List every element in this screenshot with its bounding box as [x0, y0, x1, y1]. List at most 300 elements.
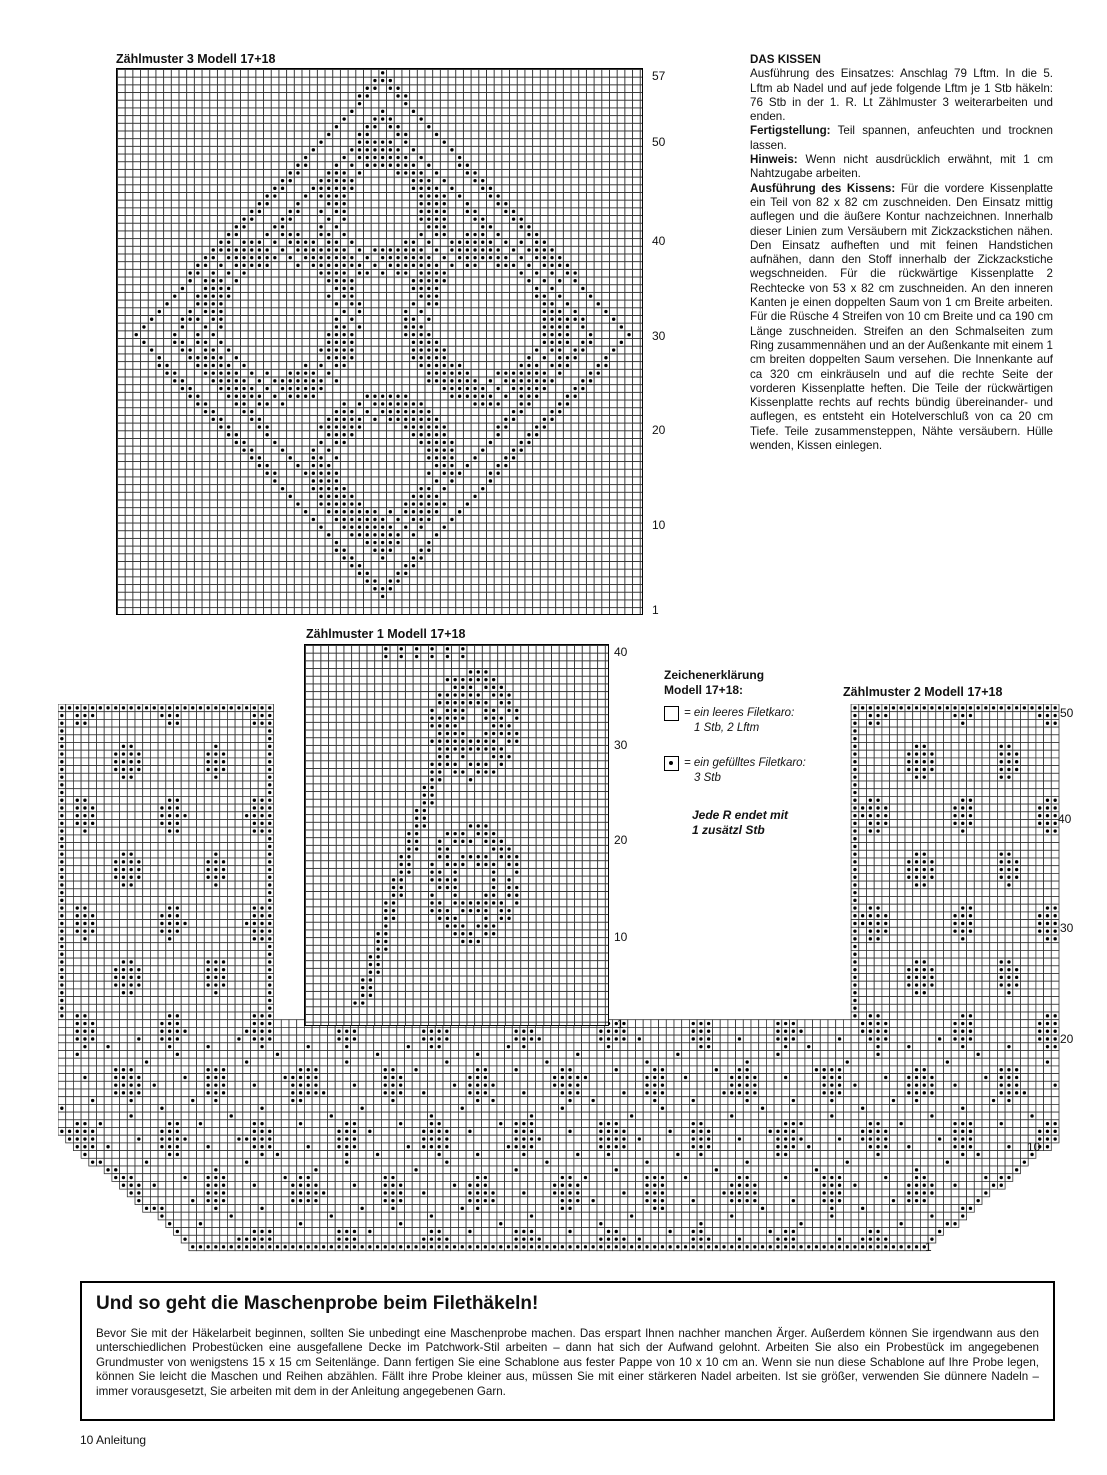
u-chart-cell	[1036, 843, 1044, 851]
u-chart-cell	[73, 958, 81, 966]
chart3-filled-cell	[289, 456, 292, 459]
u-chart-cell	[143, 843, 151, 851]
chart3-filled-cell	[289, 387, 292, 390]
u-chart-cell	[874, 743, 882, 751]
u-chart-cell	[104, 866, 112, 874]
u-chart-cell	[1036, 881, 1044, 889]
u-chart-filled-cell	[430, 1030, 433, 1033]
u-chart-filled-cell	[853, 868, 856, 871]
u-chart-cell	[944, 866, 952, 874]
u-chart-cell	[112, 727, 120, 735]
chart3-filled-cell	[412, 318, 415, 321]
u-chart-cell	[982, 1027, 990, 1035]
chart3-filled-cell	[481, 487, 484, 490]
chart3-filled-cell	[496, 433, 499, 436]
u-chart-cell	[251, 1004, 259, 1012]
u-chart-cell	[944, 843, 952, 851]
u-chart-cell	[1013, 889, 1021, 897]
u-chart-cell	[158, 743, 166, 751]
u-chart-cell	[143, 820, 151, 828]
chart3-filled-cell	[235, 248, 238, 251]
u-chart-cell	[713, 1058, 721, 1066]
chart3-filled-cell	[419, 556, 422, 559]
u-chart-cell	[951, 943, 959, 951]
u-chart-cell	[66, 981, 74, 989]
u-chart-cell	[859, 897, 867, 905]
u-chart-cell	[158, 796, 166, 804]
u-chart-cell	[220, 727, 228, 735]
chart3-filled-cell	[573, 356, 576, 359]
u-chart-cell	[451, 1051, 459, 1059]
u-chart-cell	[589, 1058, 597, 1066]
u-chart-cell	[166, 858, 174, 866]
u-chart-cell	[890, 827, 898, 835]
u-chart-cell	[897, 1012, 905, 1020]
u-chart-cell	[204, 804, 212, 812]
chart3-filled-cell	[350, 187, 353, 190]
u-chart-cell	[897, 1066, 905, 1074]
u-chart-cell	[974, 1012, 982, 1020]
chart3-filled-cell	[273, 194, 276, 197]
chart3-filled-cell	[412, 495, 415, 498]
u-chart-cell	[482, 1051, 490, 1059]
u-chart-cell	[150, 781, 158, 789]
u-chart-filled-cell	[83, 914, 86, 917]
chart3-filled-cell	[412, 248, 415, 251]
u-chart-cell	[204, 812, 212, 820]
u-chart-cell	[1005, 1012, 1013, 1020]
u-chart-filled-cell	[60, 706, 63, 709]
u-chart-filled-cell	[168, 822, 171, 825]
u-chart-filled-cell	[915, 775, 918, 778]
chart3-filled-cell	[550, 418, 553, 421]
chart3-filled-cell	[404, 164, 407, 167]
u-chart-filled-cell	[661, 1068, 664, 1071]
u-chart-cell	[89, 850, 97, 858]
u-chart-cell	[951, 727, 959, 735]
u-chart-filled-cell	[253, 1030, 256, 1033]
chart3-filled-cell	[289, 217, 292, 220]
u-chart-cell	[235, 927, 243, 935]
u-chart-cell	[289, 1058, 297, 1066]
u-chart-filled-cell	[915, 960, 918, 963]
u-chart-cell	[1044, 943, 1052, 951]
chart3-filled-cell	[443, 441, 446, 444]
chart3-filled-cell	[381, 402, 384, 405]
u-chart-cell	[181, 743, 189, 751]
u-chart-cell	[905, 881, 913, 889]
chart3-filled-cell	[527, 379, 530, 382]
u-chart-cell	[497, 1043, 505, 1051]
u-chart-cell	[405, 1027, 413, 1035]
u-chart-cell	[705, 1051, 713, 1059]
u-chart-filled-cell	[129, 983, 132, 986]
u-chart-filled-cell	[214, 745, 217, 748]
u-chart-cell	[982, 820, 990, 828]
u-chart-cell	[897, 796, 905, 804]
u-chart-cell	[990, 820, 998, 828]
chart3-filled-cell	[227, 271, 230, 274]
u-chart-cell	[366, 1043, 374, 1051]
u-chart-filled-cell	[76, 706, 79, 709]
u-chart-cell	[197, 1058, 205, 1066]
u-chart-cell	[235, 1012, 243, 1020]
u-chart-filled-cell	[114, 1068, 117, 1071]
u-chart-cell	[66, 796, 74, 804]
chart3-filled-cell	[543, 425, 546, 428]
u-chart-filled-cell	[869, 937, 872, 940]
u-chart-filled-cell	[946, 706, 949, 709]
u-chart-cell	[944, 773, 952, 781]
u-chart-cell	[258, 889, 266, 897]
u-chart-cell	[913, 897, 921, 905]
u-chart-cell	[913, 935, 921, 943]
u-chart-cell	[651, 1043, 659, 1051]
chart3-filled-cell	[227, 233, 230, 236]
chart3-filled-cell	[342, 441, 345, 444]
u-chart-cell	[304, 1035, 312, 1043]
u-chart-cell	[258, 873, 266, 881]
u-chart-cell	[951, 750, 959, 758]
u-chart-filled-cell	[60, 876, 63, 879]
u-chart-cell	[890, 897, 898, 905]
chart3-filled-cell	[481, 256, 484, 259]
u-chart-cell	[666, 1051, 674, 1059]
chart3-filled-cell	[566, 364, 569, 367]
u-chart-cell	[974, 1027, 982, 1035]
u-chart-cell	[1013, 1004, 1021, 1012]
u-chart-cell	[1051, 758, 1059, 766]
chart3-filled-cell	[558, 333, 561, 336]
u-chart-cell	[1044, 758, 1052, 766]
u-chart-cell	[158, 1058, 166, 1066]
chart3-filled-cell	[327, 179, 330, 182]
u-chart-cell	[197, 1035, 205, 1043]
u-chart-cell	[920, 1027, 928, 1035]
u-chart-cell	[682, 1043, 690, 1051]
chart3-filled-cell	[327, 425, 330, 428]
chart3-filled-cell	[389, 587, 392, 590]
u-chart-filled-cell	[60, 868, 63, 871]
chart3-filled-cell	[227, 371, 230, 374]
chart3-filled-cell	[443, 464, 446, 467]
u-chart-cell	[127, 827, 135, 835]
u-chart-filled-cell	[876, 1022, 879, 1025]
chart3-filled-cell	[273, 379, 276, 382]
u-chart-filled-cell	[576, 1053, 579, 1056]
u-chart-filled-cell	[1000, 983, 1003, 986]
u-chart-cell	[227, 943, 235, 951]
u-chart-filled-cell	[876, 814, 879, 817]
u-chart-cell	[951, 1004, 959, 1012]
chart3-filled-cell	[558, 325, 561, 328]
u-chart-cell	[582, 1027, 590, 1035]
u-chart-cell	[212, 1004, 220, 1012]
u-chart-cell	[1021, 712, 1029, 720]
u-chart-cell	[920, 943, 928, 951]
u-chart-cell	[944, 997, 952, 1005]
u-chart-cell	[874, 866, 882, 874]
u-chart-filled-cell	[961, 1014, 964, 1017]
u-chart-cell	[81, 997, 89, 1005]
u-chart-filled-cell	[1015, 706, 1018, 709]
u-chart-cell	[897, 758, 905, 766]
u-chart-cell	[543, 1035, 551, 1043]
u-chart-cell	[928, 789, 936, 797]
u-chart-cell	[867, 1043, 875, 1051]
chart3-filled-cell	[550, 248, 553, 251]
u-chart-cell	[220, 773, 228, 781]
chart3-filled-cell	[350, 495, 353, 498]
chart3-filled-cell	[412, 187, 415, 190]
chart3-filled-cell	[219, 294, 222, 297]
chart3-filled-cell	[419, 502, 422, 505]
u-chart-filled-cell	[268, 806, 271, 809]
u-chart-cell	[974, 897, 982, 905]
chart3-filled-cell	[404, 395, 407, 398]
u-chart-filled-cell	[1000, 1068, 1003, 1071]
u-chart-cell	[135, 712, 143, 720]
u-chart-cell	[112, 1058, 120, 1066]
u-chart-filled-cell	[60, 860, 63, 863]
u-chart-filled-cell	[260, 937, 263, 940]
chart3-filled-cell	[242, 441, 245, 444]
u-chart-filled-cell	[60, 899, 63, 902]
u-chart-cell	[143, 766, 151, 774]
u-chart-cell	[1028, 773, 1036, 781]
u-chart-cell	[135, 743, 143, 751]
u-chart-filled-cell	[923, 883, 926, 886]
u-chart-cell	[297, 1035, 305, 1043]
chart3-filled-cell	[527, 441, 530, 444]
u-chart-filled-cell	[206, 760, 209, 763]
chart3-filled-cell	[412, 418, 415, 421]
chart3-filled-cell	[366, 256, 369, 259]
chart3-filled-cell	[435, 441, 438, 444]
u-chart-filled-cell	[206, 860, 209, 863]
u-chart-cell	[1036, 735, 1044, 743]
u-chart-cell	[843, 1020, 851, 1028]
chart3-filled-cell	[342, 433, 345, 436]
u-chart-cell	[81, 758, 89, 766]
chart3-filled-cell	[419, 248, 422, 251]
chart3-filled-cell	[350, 279, 353, 282]
u-chart-cell	[705, 1066, 713, 1074]
chart3-filled-cell	[389, 541, 392, 544]
u-chart-filled-cell	[961, 906, 964, 909]
u-chart-filled-cell	[1015, 876, 1018, 879]
u-chart-cell	[559, 1043, 567, 1051]
u-chart-cell	[997, 796, 1005, 804]
u-chart-cell	[120, 920, 128, 928]
chart3-filled-cell	[550, 379, 553, 382]
u-chart-cell	[666, 1058, 674, 1066]
u-chart-filled-cell	[307, 1068, 310, 1071]
u-chart-filled-cell	[129, 883, 132, 886]
chart3-filled-cell	[473, 387, 476, 390]
u-chart-cell	[143, 1004, 151, 1012]
u-chart-cell	[851, 1051, 859, 1059]
u-chart-filled-cell	[1000, 775, 1003, 778]
u-chart-cell	[66, 850, 74, 858]
u-chart-cell	[944, 1020, 952, 1028]
u-chart-cell	[112, 812, 120, 820]
u-chart-cell	[1021, 773, 1029, 781]
chart3-filled-cell	[342, 495, 345, 498]
u-chart-cell	[220, 827, 228, 835]
chart3-filled-cell	[212, 356, 215, 359]
u-chart-cell	[328, 1027, 336, 1035]
chart3-filled-cell	[319, 456, 322, 459]
chart3-filled-cell	[335, 325, 338, 328]
u-chart-filled-cell	[892, 706, 895, 709]
u-chart-cell	[1028, 827, 1036, 835]
u-chart-filled-cell	[176, 922, 179, 925]
u-chart-filled-cell	[91, 929, 94, 932]
u-chart-filled-cell	[214, 883, 217, 886]
u-chart-filled-cell	[923, 991, 926, 994]
u-chart-cell	[112, 958, 120, 966]
u-chart-filled-cell	[976, 1053, 979, 1056]
u-chart-cell	[166, 943, 174, 951]
u-chart-cell	[397, 1043, 405, 1051]
u-chart-cell	[297, 1051, 305, 1059]
u-chart-cell	[258, 843, 266, 851]
chart3-filled-cell	[458, 248, 461, 251]
u-chart-cell	[659, 1043, 667, 1051]
chart3-filled-cell	[327, 333, 330, 336]
u-chart-cell	[928, 812, 936, 820]
u-chart-cell	[982, 904, 990, 912]
chart3-filled-cell	[142, 341, 145, 344]
u-chart-cell	[974, 835, 982, 843]
chart3-filled-cell	[242, 225, 245, 228]
u-chart-cell	[1021, 1043, 1029, 1051]
u-chart-cell	[104, 1066, 112, 1074]
u-chart-cell	[135, 843, 143, 851]
u-chart-cell	[890, 927, 898, 935]
u-chart-cell	[959, 750, 967, 758]
u-chart-cell	[258, 1051, 266, 1059]
u-chart-cell	[220, 743, 228, 751]
u-chart-cell	[104, 1058, 112, 1066]
u-chart-cell	[235, 881, 243, 889]
chart3-filled-cell	[443, 502, 446, 505]
u-chart-cell	[982, 835, 990, 843]
u-chart-filled-cell	[869, 1030, 872, 1033]
u-chart-cell	[435, 1058, 443, 1066]
u-chart-cell	[281, 1027, 289, 1035]
u-chart-cell	[936, 804, 944, 812]
u-chart-cell	[951, 989, 959, 997]
u-chart-cell	[181, 766, 189, 774]
u-chart-cell	[1021, 958, 1029, 966]
u-chart-cell	[643, 1066, 651, 1074]
u-chart-filled-cell	[969, 706, 972, 709]
chart3-filled-cell	[381, 164, 384, 167]
u-chart-cell	[997, 989, 1005, 997]
u-chart-cell	[204, 735, 212, 743]
u-chart-filled-cell	[206, 1068, 209, 1071]
u-chart-cell	[166, 889, 174, 897]
u-chart-cell	[990, 719, 998, 727]
u-chart-cell	[674, 1043, 682, 1051]
u-chart-cell	[89, 743, 97, 751]
chart3-filled-cell	[212, 256, 215, 259]
u-chart-filled-cell	[237, 1037, 240, 1040]
chart3-filled-cell	[350, 433, 353, 436]
u-chart-cell	[890, 750, 898, 758]
u-chart-cell	[235, 1066, 243, 1074]
chart3-filled-cell	[289, 233, 292, 236]
u-chart-cell	[636, 1027, 644, 1035]
u-chart-filled-cell	[137, 706, 140, 709]
u-chart-filled-cell	[253, 1037, 256, 1040]
u-chart-cell	[967, 858, 975, 866]
u-chart-cell	[135, 897, 143, 905]
chart3-filled-cell	[612, 318, 615, 321]
chart3-filled-cell	[589, 294, 592, 297]
chart3-filled-cell	[396, 164, 399, 167]
u-chart-cell	[890, 796, 898, 804]
u-chart-cell	[797, 1020, 805, 1028]
u-chart-filled-cell	[137, 860, 140, 863]
u-chart-cell	[197, 766, 205, 774]
u-chart-cell	[66, 773, 74, 781]
u-chart-cell	[143, 812, 151, 820]
u-chart-filled-cell	[1007, 1045, 1010, 1048]
chart3-filled-cell	[412, 341, 415, 344]
u-chart-cell	[759, 1027, 767, 1035]
u-chart-cell	[851, 1066, 859, 1074]
u-chart-filled-cell	[707, 1045, 710, 1048]
chart3-filled-cell	[412, 510, 415, 513]
u-chart-cell	[235, 866, 243, 874]
chart3-filled-cell	[481, 248, 484, 251]
u-chart-cell	[905, 820, 913, 828]
u-chart-cell	[843, 1043, 851, 1051]
u-chart-filled-cell	[915, 976, 918, 979]
u-chart-cell	[913, 943, 921, 951]
u-chart-filled-cell	[699, 1037, 702, 1040]
chart3-filled-cell	[273, 472, 276, 475]
u-chart-filled-cell	[1053, 906, 1056, 909]
chart3-filled-cell	[466, 241, 469, 244]
u-chart-filled-cell	[1007, 968, 1010, 971]
u-chart-cell	[143, 773, 151, 781]
chart3-filled-cell	[235, 433, 238, 436]
u-chart-cell	[936, 974, 944, 982]
u-chart-cell	[897, 897, 905, 905]
u-chart-cell	[112, 881, 120, 889]
u-chart-filled-cell	[884, 706, 887, 709]
u-chart-cell	[982, 997, 990, 1005]
u-chart-cell	[220, 889, 228, 897]
chart3-filled-cell	[512, 448, 515, 451]
u-chart-cell	[967, 881, 975, 889]
kissen-hinweis-head: Hinweis:	[750, 153, 798, 167]
u-chart-cell	[89, 889, 97, 897]
u-chart-cell	[905, 735, 913, 743]
u-chart-cell	[974, 981, 982, 989]
u-chart-cell	[243, 827, 251, 835]
chart3-filled-cell	[419, 202, 422, 205]
u-chart-cell	[235, 850, 243, 858]
chart3-filled-cell	[412, 256, 415, 259]
u-chart-cell	[936, 1012, 944, 1020]
u-chart-cell	[435, 1066, 443, 1074]
u-chart-cell	[951, 974, 959, 982]
